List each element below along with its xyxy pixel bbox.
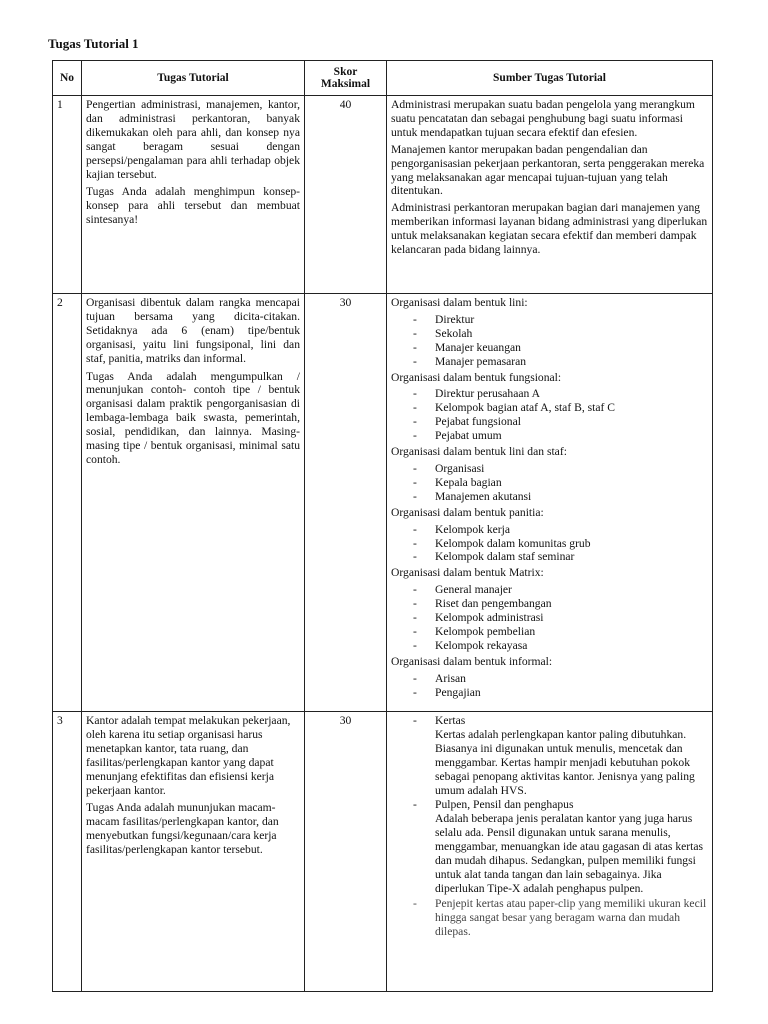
group-heading: Organisasi dalam bentuk panitia: <box>391 505 544 519</box>
group-list <box>391 523 708 565</box>
task-paragraph: Organisasi dibentuk dalam rangka mencapai tujuan bersama yang dicita-citakan. Setidaknya ada 6 (enam) tipe/bentuk organisasi, yaitu lini fungsiponal, lini dan staf, panitia, matriks dan informal. <box>86 296 300 365</box>
list-item: - Kelompok kerja <box>391 523 708 537</box>
list-item <box>391 798 708 895</box>
group-heading: Organisasi dalam bentuk fungsional: <box>391 370 562 384</box>
facility-name: - Penjepit kertas atau paper-clip yang memiliki ukuran kecil hingga sangat besar yang beragam warna dan mudah dilepas. <box>435 896 707 938</box>
task-paragraph: Tugas Anda adalah menghimpun konsep-konsep para ahli tersebut dan membuat sintesanya! <box>86 185 300 227</box>
source-paragraph: Administrasi perkantoran merupakan bagian dari manajemen yang memberikan informasi layanan bidang administrasi yang diperlukan untuk melaksanakan kegiatan secara efektif dan memberi dampak kelancaran pada bidang lainnya. <box>391 201 708 257</box>
facility-list <box>391 714 708 939</box>
list-item: - Kelompok dalam staf seminar <box>391 550 708 564</box>
score-cell: 30 <box>305 294 387 712</box>
header-score: Skor Maksimal <box>305 61 387 96</box>
group-heading: Organisasi dalam bentuk lini dan staf: <box>391 445 567 459</box>
table-row <box>53 294 713 712</box>
source-paragraph: Administrasi merupakan suatu badan pengelola yang merangkum suatu pencatatan dan sebagai penghubung bagi suatu informasi untuk mendapatkan tujuan secara efektif dan efesien. <box>391 98 695 139</box>
list-item: - Kelompok administrasi <box>391 611 708 625</box>
list-item: - Kelompok pembelian <box>391 625 708 639</box>
task-paragraph: Pengertian administrasi, manajemen, kantor, dan administrasi perkantoran, banyak dikemukakan oleh para ahli, dan konsep nya sangat beragam sesuai dengan persepsi/pengalaman para ahli terhadap objek kajian tersebut. <box>86 98 300 181</box>
group-heading: Organisasi dalam bentuk informal: <box>391 654 553 668</box>
task-cell <box>82 712 305 992</box>
list-item: - Pengajian <box>391 686 708 700</box>
list-item: - General manajer <box>391 583 708 597</box>
group-heading: Organisasi dalam bentuk Matrix: <box>391 566 544 580</box>
row-number: 2 <box>53 294 82 712</box>
list-item: - Pejabat umum <box>391 429 708 443</box>
score-cell: 30 <box>305 712 387 992</box>
score-cell: 40 <box>305 96 387 294</box>
list-item: - Manajer keuangan <box>391 341 708 355</box>
list-item: - Manajemen akutansi <box>391 490 708 504</box>
group-heading: Organisasi dalam bentuk lini: <box>391 296 528 309</box>
task-cell <box>82 294 305 712</box>
list-item: - Pejabat fungsional <box>391 415 708 429</box>
group-list <box>391 387 708 443</box>
task-cell <box>82 96 305 294</box>
group-list <box>391 462 708 504</box>
group-list <box>391 313 708 369</box>
list-item: - Direktur <box>391 313 708 327</box>
table-row <box>53 96 713 294</box>
list-item: - Organisasi <box>391 462 708 476</box>
source-cell <box>387 96 713 294</box>
row-number: 3 <box>53 712 82 992</box>
task-paragraph: Tugas Anda adalah mununjukan macam-macam fasilitas/perlengkapan kantor, dan menyebutkan fungsi/kegunaan/cara kerja fasilitas/perlengkapan kantor tersebut. <box>86 801 279 857</box>
table-header-row <box>53 61 713 96</box>
list-item <box>391 714 708 797</box>
source-cell <box>387 294 713 712</box>
source-cell <box>387 712 713 992</box>
list-item: - Riset dan pengembangan <box>391 597 708 611</box>
group-list <box>391 583 708 653</box>
facility-name: - Pulpen, Pensil dan penghapus <box>435 798 574 812</box>
document-title: Tugas Tutorial 1 <box>48 36 139 51</box>
task-paragraph: Kantor adalah tempat melakukan pekerjaan, oleh karena itu setiap organisasi harus menetapkan kantor, tata ruang, dan fasilitas/perlengkapan kantor yang dapat menunjang efektifitas dan efisiensi kerja pekerjaan kantor. <box>86 714 291 797</box>
group-list <box>391 672 708 700</box>
list-item: - Kelompok bagian ataf A, staf B, staf C <box>391 401 708 415</box>
list-item: - Kelompok dalam komunitas grub <box>391 537 708 551</box>
tutorial-table <box>52 60 713 992</box>
list-item: - Kelompok rekayasa <box>391 639 708 653</box>
header-task: Tugas Tutorial <box>82 61 305 96</box>
list-item: - Sekolah <box>391 327 708 341</box>
facility-description: Adalah beberapa jenis peralatan kantor yang juga harus selalu ada. Pensil digunakan untuk sarana menulis, menggambar, menuangkan ide atau gagasan di atas kertas dan mudah dihapus. Sedangkan, pulpen memiliki fungsi untuk alat tanda tangan dan lain sebagainya. Jika diperlukan Tipe-X adalah penghapus pulpen. <box>435 812 704 895</box>
list-item: - Manajer pemasaran <box>391 355 708 369</box>
source-paragraph: Manajemen kantor merupakan badan pengendalian dan pengorganisasian pekerjaan perkantoran, serta penggerakan mereka yang melaksanakan agar mencapai tujuan-tujuan yang telah ditentukan. <box>391 142 705 198</box>
header-no: No <box>53 61 82 96</box>
list-item <box>391 897 708 939</box>
facility-name: - Kertas <box>435 714 466 727</box>
facility-description: Kertas adalah perlengkapan kantor paling dibutuhkan. Biasanya ini digunakan untuk menulis, mencetak dan menggambar. Kertas hampir menjadi kebutuhan pokok sebagai penopang aktivitas kantor. Jenisnya yang paling umum adalah HVS. <box>435 727 695 797</box>
header-source: Sumber Tugas Tutorial <box>387 61 713 96</box>
task-paragraph: Tugas Anda adalah mengumpulkan / menunjukan contoh- contoh tipe / bentuk organisasi dalam praktik pengorganisasian di lembaga-lembaga baik swasta, pemerintah, sosial, pendidikan, dan lainnya. Masing-masing tipe / bentuk organisasi, minimal satu contoh. <box>86 369 300 466</box>
list-item: - Kepala bagian <box>391 476 708 490</box>
list-item: - Arisan <box>391 672 708 686</box>
row-number: 1 <box>53 96 82 294</box>
table-row <box>53 712 713 992</box>
list-item: - Direktur perusahaan A <box>391 387 708 401</box>
